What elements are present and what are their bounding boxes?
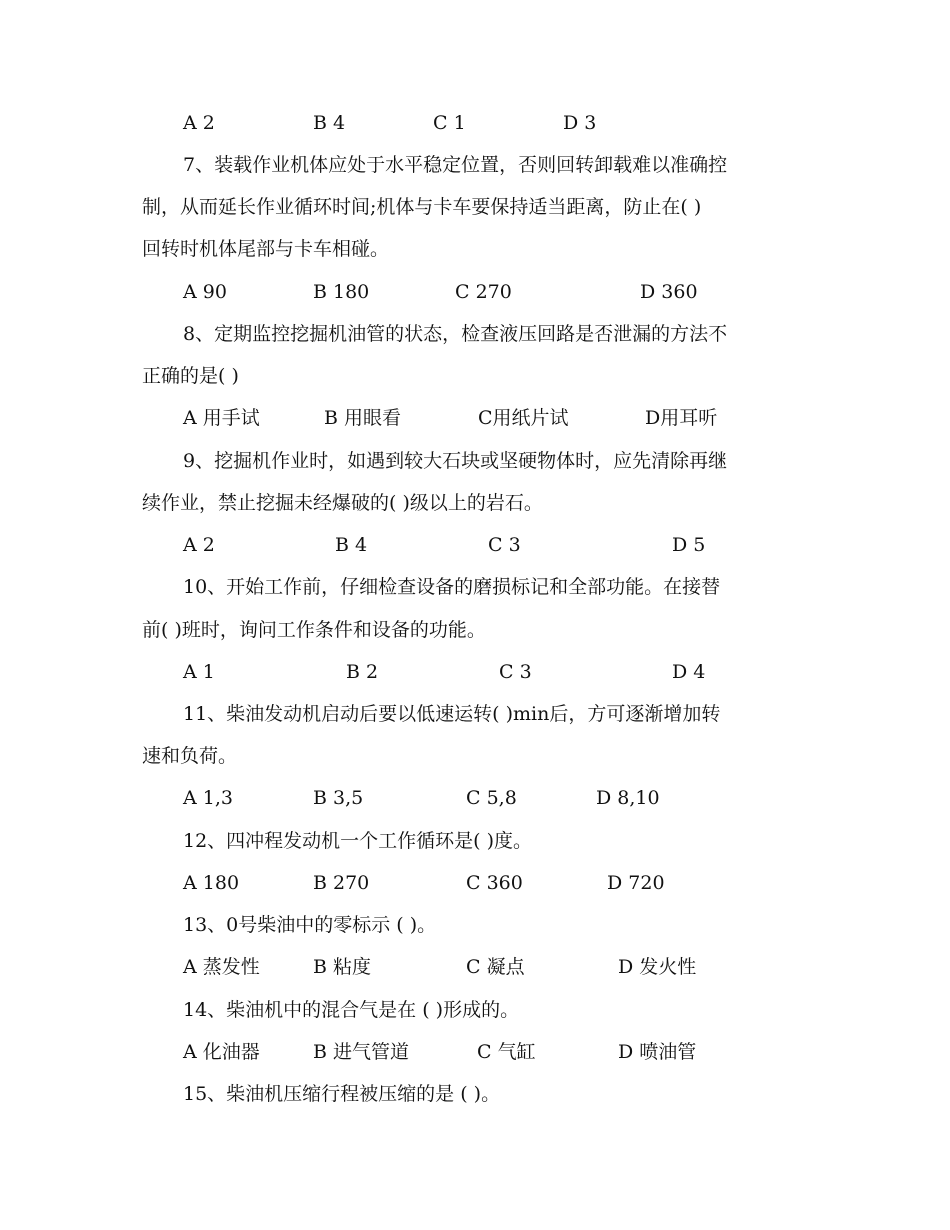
option-c: C 3 [499,661,532,683]
option-d: D 360 [640,281,698,303]
option-a: A 1,3 [183,787,233,809]
option-d: D 4 [672,661,706,683]
option-a: A 90 [183,281,227,303]
option-d: D 720 [607,872,665,894]
option-b: B 2 [346,661,379,683]
option-c: C 3 [488,534,521,556]
question-10-line-2: 前( )班时，询问工作条件和设备的功能。 [142,619,486,641]
option-a: A 2 [183,534,215,556]
option-b: B 3,5 [313,787,364,809]
question-9-line-2: 续作业，禁止挖掘未经爆破的( )级以上的岩石。 [142,492,543,514]
option-c: C 凝点 [466,956,525,978]
question-14-line-1: 14、柴油机中的混合气是在 ( )形成的。 [183,999,520,1021]
option-c: C 360 [466,872,523,894]
question-7-line-3: 回转时机体尾部与卡车相碰。 [142,238,390,260]
option-d: D 3 [563,112,597,134]
option-c: C 气缸 [477,1041,536,1063]
option-d: D 发火性 [618,956,697,978]
option-a: A 化油器 [183,1041,260,1063]
option-d: D 5 [672,534,706,556]
question-10-line-1: 10、开始工作前，仔细检查设备的磨损标记和全部功能。在接替 [183,576,721,598]
question-12-line-1: 12、四冲程发动机一个工作循环是( )度。 [183,830,533,852]
option-c: C 5,8 [466,787,517,809]
option-c: C 270 [455,281,512,303]
option-b: B 4 [313,112,346,134]
option-a: A 用手试 [183,407,260,429]
option-b: B 粘度 [313,956,372,978]
option-b: B 4 [335,534,368,556]
question-7-line-1: 7、装载作业机体应处于水平稳定位置，否则回转卸载难以准确控 [183,154,728,176]
question-9-line-1: 9、挖掘机作业时，如遇到较大石块或坚硬物体时，应先清除再继 [183,450,728,472]
option-d: D 8,10 [596,787,660,809]
option-a: A 蒸发性 [183,956,260,978]
option-a: A 2 [183,112,215,134]
question-11-line-1: 11、柴油发动机启动后要以低速运转( )min后，方可逐渐增加转 [183,703,721,725]
option-c: C用纸片试 [478,407,569,429]
option-b: B 270 [313,872,370,894]
option-b: B 180 [313,281,370,303]
option-a: A 1 [183,661,215,683]
option-b: B 用眼看 [324,407,402,429]
question-8-line-2: 正确的是( ) [142,365,239,387]
option-b: B 进气管道 [313,1041,410,1063]
question-8-line-1: 8、定期监控挖掘机油管的状态，检查液压回路是否泄漏的方法不 [183,323,728,345]
question-15-line-1: 15、柴油机压缩行程被压缩的是 ( )。 [183,1083,501,1105]
option-d: D用耳听 [645,407,718,429]
question-13-line-1: 13、0号柴油中的零标示 ( )。 [183,914,437,936]
option-d: D 喷油管 [618,1041,697,1063]
question-11-line-2: 速和负荷。 [142,745,238,767]
question-7-line-2: 制，从而延长作业循环时间;机体与卡车要保持适当距离，防止在( ) [142,196,702,218]
option-a: A 180 [183,872,240,894]
option-c: C 1 [433,112,466,134]
